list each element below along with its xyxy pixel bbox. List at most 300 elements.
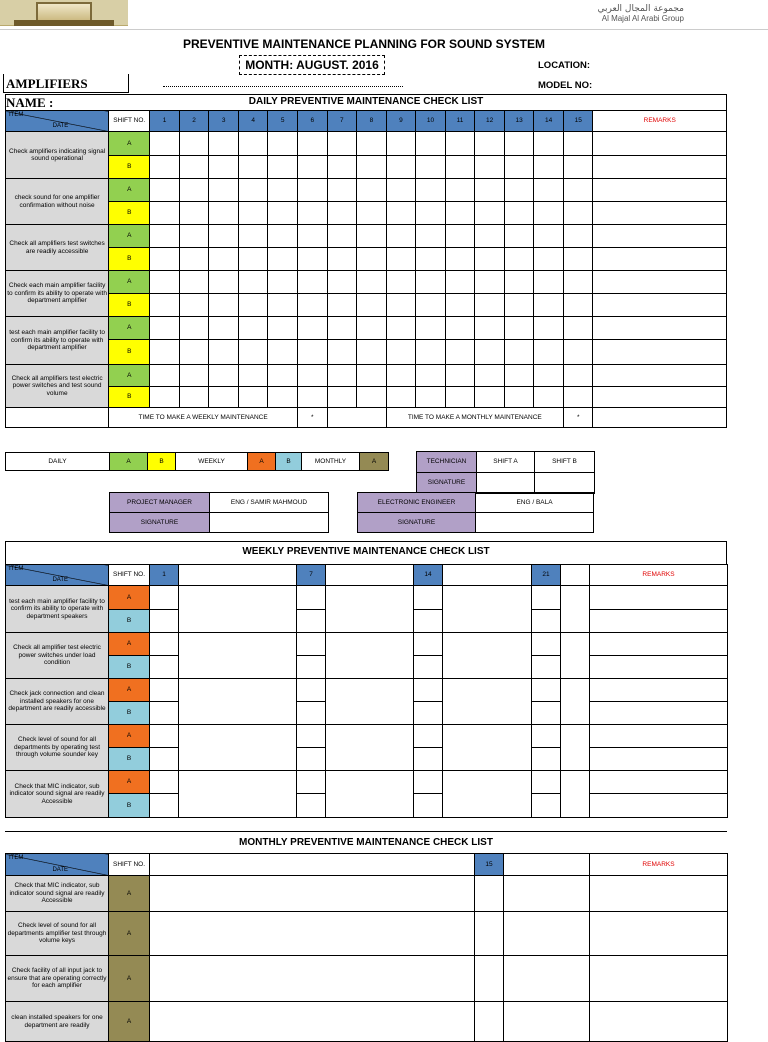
weekly-time-label: TIME TO MAKE A WEEKLY MAINTENANCE — [109, 408, 298, 428]
daily-check-cell[interactable] — [209, 365, 239, 387]
monthly-remarks-cell[interactable] — [590, 956, 728, 1002]
daily-shift-a: A — [109, 179, 150, 202]
weekly-check-cell[interactable] — [297, 794, 326, 818]
weekly-remarks-cell[interactable] — [590, 656, 728, 679]
daily-check-cell[interactable] — [150, 387, 180, 408]
daily-check-cell[interactable] — [209, 271, 239, 294]
daily-item-label: Check all amplifiers test switches are readily accessible — [6, 225, 109, 271]
daily-check-cell[interactable] — [298, 387, 328, 408]
daily-check-cell[interactable] — [150, 317, 180, 340]
daily-check-cell[interactable] — [357, 156, 387, 179]
weekly-remarks-cell[interactable] — [590, 679, 728, 702]
daily-check-cell[interactable] — [179, 317, 209, 340]
daily-check-cell[interactable] — [563, 202, 593, 225]
daily-remarks-cell[interactable] — [593, 179, 727, 202]
daily-check-cell[interactable] — [238, 225, 268, 248]
daily-check-cell[interactable] — [416, 294, 446, 317]
daily-check-cell[interactable] — [416, 179, 446, 202]
daily-check-cell[interactable] — [179, 340, 209, 365]
daily-check-cell[interactable] — [563, 248, 593, 271]
daily-check-cell[interactable] — [357, 202, 387, 225]
daily-check-cell[interactable] — [386, 271, 416, 294]
weekly-check-cell[interactable] — [532, 771, 561, 794]
daily-check-cell[interactable] — [386, 132, 416, 156]
daily-check-cell[interactable] — [150, 202, 180, 225]
daily-check-cell[interactable] — [475, 340, 505, 365]
daily-check-cell[interactable] — [504, 271, 534, 294]
daily-check-cell[interactable] — [357, 132, 387, 156]
daily-check-cell[interactable] — [416, 317, 446, 340]
daily-check-cell[interactable] — [416, 365, 446, 387]
daily-remarks-cell[interactable] — [593, 294, 727, 317]
daily-check-cell[interactable] — [327, 365, 357, 387]
monthly-gap-cell — [150, 912, 475, 956]
daily-check-cell[interactable] — [534, 202, 564, 225]
monthly-check-cell[interactable] — [475, 956, 504, 1002]
weekly-gap-cell — [326, 679, 414, 725]
monthly-item-label: Check level of sound for all departments amplifier test through volume keys — [6, 912, 109, 956]
weekly-check-cell[interactable] — [414, 725, 443, 748]
weekly-check-cell[interactable] — [532, 702, 561, 725]
weekly-gap-cell — [443, 679, 532, 725]
weekly-day-header: 7 — [297, 565, 326, 586]
daily-check-cell[interactable] — [504, 365, 534, 387]
daily-check-cell[interactable] — [150, 248, 180, 271]
daily-remarks-cell[interactable] — [593, 365, 727, 387]
daily-check-cell[interactable] — [534, 365, 564, 387]
daily-check-cell[interactable] — [327, 387, 357, 408]
daily-check-cell[interactable] — [268, 271, 298, 294]
daily-check-cell[interactable] — [179, 248, 209, 271]
daily-check-cell[interactable] — [563, 365, 593, 387]
group-name-arabic: مجموعة المجال العربي — [597, 4, 684, 14]
daily-check-cell[interactable] — [268, 202, 298, 225]
weekly-check-cell[interactable] — [150, 794, 179, 818]
weekly-check-cell[interactable] — [150, 633, 179, 656]
weekly-check-cell[interactable] — [297, 656, 326, 679]
daily-remarks-cell[interactable] — [593, 271, 727, 294]
daily-check-cell[interactable] — [298, 271, 328, 294]
daily-check-cell[interactable] — [298, 202, 328, 225]
daily-check-cell[interactable] — [416, 156, 446, 179]
daily-check-cell[interactable] — [179, 179, 209, 202]
daily-check-cell[interactable] — [298, 179, 328, 202]
daily-check-cell[interactable] — [534, 294, 564, 317]
daily-check-cell[interactable] — [179, 132, 209, 156]
monthly-check-cell[interactable] — [475, 1002, 504, 1042]
daily-check-cell[interactable] — [504, 179, 534, 202]
daily-check-cell[interactable] — [238, 179, 268, 202]
daily-check-cell[interactable] — [475, 294, 505, 317]
daily-check-cell[interactable] — [386, 202, 416, 225]
weekly-remarks-cell[interactable] — [590, 633, 728, 656]
daily-check-cell[interactable] — [475, 317, 505, 340]
weekly-check-cell[interactable] — [532, 656, 561, 679]
electronic-engineer-signature[interactable] — [476, 513, 594, 533]
daily-check-cell[interactable] — [534, 317, 564, 340]
daily-check-cell[interactable] — [445, 225, 475, 248]
header-divider — [0, 29, 768, 30]
weekly-check-cell[interactable] — [414, 702, 443, 725]
weekly-check-cell[interactable] — [414, 610, 443, 633]
daily-check-cell[interactable] — [327, 294, 357, 317]
project-manager-table — [109, 492, 329, 533]
monthly-time-star: * — [563, 408, 593, 428]
daily-check-cell[interactable] — [150, 340, 180, 365]
daily-check-cell[interactable] — [563, 271, 593, 294]
weekly-remarks-cell[interactable] — [590, 771, 728, 794]
weekly-check-cell[interactable] — [150, 679, 179, 702]
daily-check-cell[interactable] — [504, 340, 534, 365]
daily-check-cell[interactable] — [150, 225, 180, 248]
daily-check-cell[interactable] — [445, 271, 475, 294]
monthly-check-cell[interactable] — [475, 912, 504, 956]
weekly-remarks-cell[interactable] — [590, 610, 728, 633]
daily-check-cell[interactable] — [357, 317, 387, 340]
weekly-check-cell[interactable] — [150, 702, 179, 725]
daily-check-cell[interactable] — [534, 271, 564, 294]
daily-check-cell[interactable] — [475, 387, 505, 408]
table-row — [6, 679, 728, 702]
monthly-time-blank[interactable] — [593, 408, 727, 428]
project-manager-signature[interactable] — [210, 513, 329, 533]
technician-signature-a[interactable] — [477, 473, 535, 494]
weekly-shift-a: A — [109, 633, 150, 656]
daily-check-cell[interactable] — [179, 365, 209, 387]
daily-check-cell[interactable] — [238, 317, 268, 340]
weekly-check-cell[interactable] — [414, 748, 443, 771]
daily-check-cell[interactable] — [563, 317, 593, 340]
legend-daily-a: A — [110, 453, 148, 471]
daily-check-cell[interactable] — [504, 225, 534, 248]
monthly-item-label: Check that MIC indicator, sub indicator sound signal are readily Accessible — [6, 876, 109, 912]
daily-check-cell[interactable] — [357, 294, 387, 317]
daily-check-cell[interactable] — [504, 202, 534, 225]
daily-check-cell[interactable] — [475, 225, 505, 248]
daily-remarks-cell[interactable] — [593, 225, 727, 248]
weekly-check-cell[interactable] — [297, 725, 326, 748]
daily-check-cell[interactable] — [268, 132, 298, 156]
daily-check-cell[interactable] — [238, 294, 268, 317]
daily-check-cell[interactable] — [327, 202, 357, 225]
table-row — [6, 956, 728, 1002]
weekly-shift-a: A — [109, 679, 150, 702]
daily-day-header: 10 — [416, 111, 446, 132]
daily-check-cell[interactable] — [268, 340, 298, 365]
daily-check-cell[interactable] — [327, 225, 357, 248]
daily-check-cell[interactable] — [268, 387, 298, 408]
weekly-check-cell[interactable] — [414, 586, 443, 610]
weekly-check-cell[interactable] — [532, 725, 561, 748]
weekly-check-cell[interactable] — [297, 610, 326, 633]
daily-check-cell[interactable] — [298, 365, 328, 387]
daily-check-cell[interactable] — [386, 340, 416, 365]
daily-check-cell[interactable] — [534, 225, 564, 248]
daily-remarks-cell[interactable] — [593, 132, 727, 156]
daily-check-cell[interactable] — [416, 225, 446, 248]
daily-check-cell[interactable] — [386, 294, 416, 317]
daily-check-cell[interactable] — [298, 317, 328, 340]
daily-check-cell[interactable] — [238, 132, 268, 156]
daily-check-cell[interactable] — [416, 340, 446, 365]
daily-check-cell[interactable] — [534, 340, 564, 365]
daily-check-cell[interactable] — [445, 387, 475, 408]
monthly-remarks-cell[interactable] — [590, 876, 728, 912]
daily-check-cell[interactable] — [534, 387, 564, 408]
weekly-check-cell[interactable] — [297, 586, 326, 610]
daily-check-cell[interactable] — [327, 317, 357, 340]
weekly-check-cell[interactable] — [150, 725, 179, 748]
daily-check-cell[interactable] — [209, 317, 239, 340]
daily-check-cell[interactable] — [209, 294, 239, 317]
daily-check-cell[interactable] — [268, 317, 298, 340]
daily-check-cell[interactable] — [504, 248, 534, 271]
weekly-check-cell[interactable] — [297, 633, 326, 656]
daily-check-cell[interactable] — [268, 225, 298, 248]
daily-check-cell[interactable] — [298, 340, 328, 365]
daily-check-cell[interactable] — [150, 179, 180, 202]
daily-check-cell[interactable] — [357, 225, 387, 248]
daily-check-cell[interactable] — [445, 317, 475, 340]
daily-check-cell[interactable] — [357, 387, 387, 408]
daily-check-cell[interactable] — [445, 179, 475, 202]
daily-check-cell[interactable] — [445, 132, 475, 156]
daily-check-cell[interactable] — [238, 156, 268, 179]
daily-check-cell[interactable] — [504, 132, 534, 156]
daily-check-cell[interactable] — [209, 156, 239, 179]
daily-check-cell[interactable] — [238, 271, 268, 294]
daily-check-cell[interactable] — [563, 132, 593, 156]
daily-check-cell[interactable] — [416, 132, 446, 156]
daily-check-cell[interactable] — [475, 156, 505, 179]
weekly-remarks-cell[interactable] — [590, 794, 728, 818]
weekly-check-cell[interactable] — [414, 633, 443, 656]
daily-check-cell[interactable] — [150, 365, 180, 387]
daily-check-cell[interactable] — [445, 365, 475, 387]
technician-signature-b[interactable] — [535, 473, 595, 494]
daily-check-cell[interactable] — [563, 179, 593, 202]
weekly-check-cell[interactable] — [150, 771, 179, 794]
daily-check-cell[interactable] — [475, 132, 505, 156]
daily-check-cell[interactable] — [298, 248, 328, 271]
weekly-check-cell[interactable] — [532, 586, 561, 610]
monthly-shift-a: A — [109, 912, 150, 956]
technician-signature-label: SIGNATURE — [417, 473, 477, 494]
monthly-shift-a: A — [109, 956, 150, 1002]
weekly-time-blank[interactable] — [327, 408, 386, 428]
weekly-check-cell[interactable] — [150, 748, 179, 771]
daily-remarks-cell[interactable] — [593, 202, 727, 225]
daily-check-cell[interactable] — [179, 202, 209, 225]
daily-check-cell[interactable] — [386, 248, 416, 271]
weekly-gap-cell — [179, 725, 297, 771]
weekly-check-cell[interactable] — [297, 679, 326, 702]
daily-check-cell[interactable] — [416, 387, 446, 408]
daily-check-cell[interactable] — [298, 294, 328, 317]
daily-check-cell[interactable] — [150, 156, 180, 179]
daily-check-cell[interactable] — [209, 387, 239, 408]
daily-check-cell[interactable] — [209, 179, 239, 202]
weekly-shift-a: A — [109, 586, 150, 610]
daily-check-cell[interactable] — [150, 132, 180, 156]
daily-day-header: 7 — [327, 111, 357, 132]
daily-check-cell[interactable] — [416, 271, 446, 294]
amplifiers-name-field[interactable] — [163, 86, 403, 87]
daily-check-cell[interactable] — [445, 156, 475, 179]
daily-check-cell[interactable] — [563, 340, 593, 365]
daily-check-cell[interactable] — [238, 202, 268, 225]
daily-check-cell[interactable] — [268, 156, 298, 179]
daily-check-cell[interactable] — [563, 387, 593, 408]
table-row — [6, 294, 727, 317]
daily-remarks-cell[interactable] — [593, 156, 727, 179]
daily-check-cell[interactable] — [386, 387, 416, 408]
daily-check-cell[interactable] — [179, 294, 209, 317]
daily-check-cell[interactable] — [298, 132, 328, 156]
daily-check-cell[interactable] — [563, 156, 593, 179]
monthly-remarks-cell[interactable] — [590, 1002, 728, 1042]
daily-check-cell[interactable] — [268, 179, 298, 202]
weekly-check-cell[interactable] — [414, 656, 443, 679]
daily-check-cell[interactable] — [209, 248, 239, 271]
daily-check-cell[interactable] — [268, 294, 298, 317]
daily-check-cell[interactable] — [150, 271, 180, 294]
monthly-time-label: TIME TO MAKE A MONTHLY MAINTENANCE — [386, 408, 563, 428]
daily-check-cell[interactable] — [445, 248, 475, 271]
daily-check-cell[interactable] — [445, 340, 475, 365]
daily-remarks-cell[interactable] — [593, 317, 727, 340]
technician-label: TECHNICIAN — [417, 452, 477, 473]
daily-check-cell[interactable] — [445, 202, 475, 225]
daily-day-header: 13 — [504, 111, 534, 132]
daily-check-cell[interactable] — [475, 179, 505, 202]
daily-check-cell[interactable] — [386, 365, 416, 387]
weekly-check-cell[interactable] — [150, 656, 179, 679]
amplifiers-name-label: AMPLIFIERS NAME : — [3, 74, 129, 93]
weekly-check-cell[interactable] — [414, 794, 443, 818]
daily-check-cell[interactable] — [357, 179, 387, 202]
daily-check-cell[interactable] — [238, 387, 268, 408]
weekly-check-cell[interactable] — [532, 748, 561, 771]
daily-check-cell[interactable] — [268, 365, 298, 387]
daily-remarks-cell[interactable] — [593, 387, 727, 408]
monthly-shift-a: A — [109, 1002, 150, 1042]
daily-check-cell[interactable] — [534, 248, 564, 271]
daily-check-cell[interactable] — [179, 387, 209, 408]
daily-check-cell[interactable] — [504, 294, 534, 317]
month-field: MONTH: AUGUST. 2016 — [239, 55, 385, 75]
daily-check-cell[interactable] — [298, 156, 328, 179]
daily-check-cell[interactable] — [268, 248, 298, 271]
daily-check-cell[interactable] — [475, 202, 505, 225]
daily-check-cell[interactable] — [238, 340, 268, 365]
daily-check-cell[interactable] — [534, 156, 564, 179]
daily-check-cell[interactable] — [475, 248, 505, 271]
weekly-remarks-cell[interactable] — [590, 586, 728, 610]
daily-check-cell[interactable] — [327, 179, 357, 202]
weekly-check-cell[interactable] — [532, 633, 561, 656]
daily-remarks-cell[interactable] — [593, 340, 727, 365]
weekly-check-cell[interactable] — [532, 794, 561, 818]
daily-check-cell[interactable] — [475, 365, 505, 387]
daily-check-cell[interactable] — [563, 294, 593, 317]
daily-check-cell[interactable] — [238, 365, 268, 387]
daily-check-cell[interactable] — [416, 248, 446, 271]
daily-check-cell[interactable] — [504, 387, 534, 408]
legend-monthly: MONTHLY — [302, 453, 360, 471]
daily-check-cell[interactable] — [504, 156, 534, 179]
weekly-remarks-cell[interactable] — [590, 725, 728, 748]
daily-check-cell[interactable] — [327, 156, 357, 179]
daily-check-cell[interactable] — [327, 132, 357, 156]
daily-check-cell[interactable] — [357, 365, 387, 387]
daily-check-cell[interactable] — [386, 225, 416, 248]
daily-check-cell[interactable] — [209, 132, 239, 156]
daily-remarks-cell[interactable] — [593, 248, 727, 271]
weekly-check-cell[interactable] — [414, 679, 443, 702]
daily-check-cell[interactable] — [327, 248, 357, 271]
daily-date-header: DATE — [52, 123, 69, 130]
daily-check-cell[interactable] — [357, 271, 387, 294]
daily-check-cell[interactable] — [179, 271, 209, 294]
daily-check-cell[interactable] — [357, 248, 387, 271]
daily-check-cell[interactable] — [534, 132, 564, 156]
daily-item-label: Check each main amplifier facility to confirm its ability to operate with department amplifier — [6, 271, 109, 317]
weekly-remarks-cell[interactable] — [590, 748, 728, 771]
daily-check-cell[interactable] — [327, 271, 357, 294]
technician-table — [416, 451, 595, 494]
daily-check-cell[interactable] — [534, 179, 564, 202]
monthly-remarks-cell[interactable] — [590, 912, 728, 956]
weekly-check-cell[interactable] — [297, 771, 326, 794]
weekly-check-cell[interactable] — [532, 610, 561, 633]
daily-check-cell[interactable] — [238, 248, 268, 271]
daily-check-cell[interactable] — [386, 317, 416, 340]
daily-check-cell[interactable] — [563, 225, 593, 248]
daily-check-cell[interactable] — [445, 294, 475, 317]
daily-check-cell[interactable] — [209, 225, 239, 248]
daily-check-cell[interactable] — [504, 317, 534, 340]
weekly-check-cell[interactable] — [297, 702, 326, 725]
daily-check-cell[interactable] — [298, 225, 328, 248]
daily-check-cell[interactable] — [179, 225, 209, 248]
legend-daily: DAILY — [6, 453, 110, 471]
daily-check-cell[interactable] — [209, 202, 239, 225]
daily-check-cell[interactable] — [179, 156, 209, 179]
daily-check-cell[interactable] — [209, 340, 239, 365]
weekly-remarks-cell[interactable] — [590, 702, 728, 725]
daily-check-cell[interactable] — [475, 271, 505, 294]
daily-check-cell[interactable] — [386, 179, 416, 202]
daily-check-cell[interactable] — [416, 202, 446, 225]
table-row — [6, 586, 728, 610]
monthly-day-header: 15 — [475, 854, 504, 876]
weekly-check-cell[interactable] — [532, 679, 561, 702]
weekly-gap-cell — [326, 771, 414, 818]
daily-day-header: 1 — [150, 111, 180, 132]
weekly-check-cell[interactable] — [150, 610, 179, 633]
daily-check-cell[interactable] — [386, 156, 416, 179]
weekly-check-cell[interactable] — [297, 748, 326, 771]
weekly-check-cell[interactable] — [414, 771, 443, 794]
weekly-shift-b: B — [109, 702, 150, 725]
daily-check-cell[interactable] — [150, 294, 180, 317]
weekly-gap-cell — [179, 679, 297, 725]
daily-check-cell[interactable] — [357, 340, 387, 365]
weekly-check-cell[interactable] — [150, 586, 179, 610]
daily-check-cell[interactable] — [327, 340, 357, 365]
monthly-check-cell[interactable] — [475, 876, 504, 912]
